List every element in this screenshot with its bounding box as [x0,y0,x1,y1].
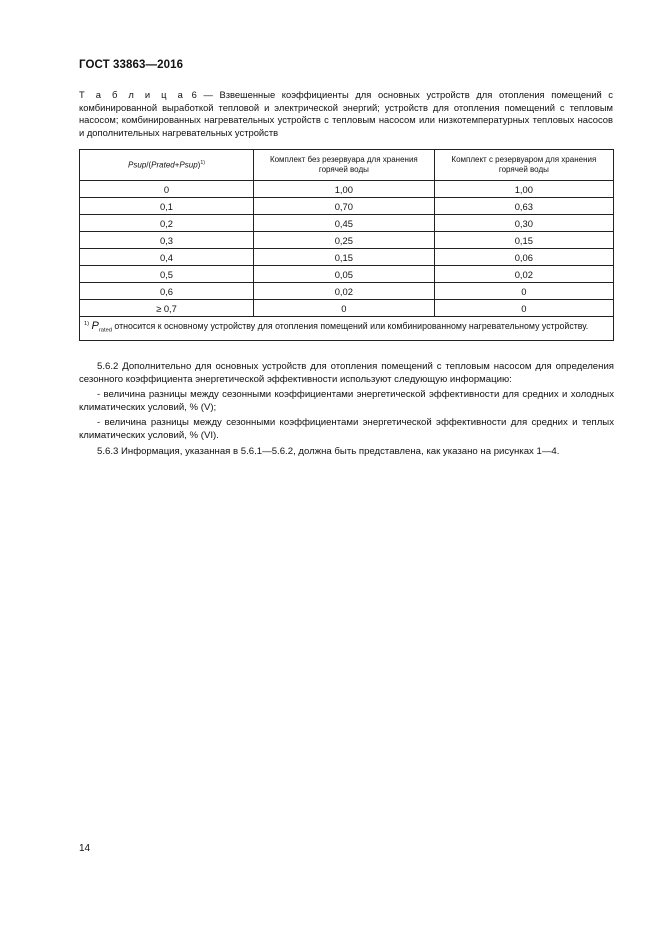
cell-ratio: 0,3 [80,232,254,249]
footnote-mark: 1) [84,321,90,327]
cell-without-tank: 1,00 [254,181,435,198]
cell-without-tank: 0,70 [254,198,435,215]
table-footnote [80,317,614,341]
cell-without-tank: 0,02 [254,283,435,300]
cell-without-tank: 0,25 [254,232,435,249]
cell-ratio: 0 [80,181,254,198]
list-item-warm-climate: - величина разницы между сезонными коэффициентами энергетической эффективности для средних и теплых климатических условий, % (VI). [79,417,614,441]
cell-with-tank: 0,15 [434,232,613,249]
list-item-cold-climate: - величина разницы между сезонными коэффициентами энергетической эффективности для средних и холодных климатических условий, % (V); [79,389,614,413]
table-row [80,300,614,317]
paragraph-5-6-2: 5.6.2 Дополнительно для основных устройств для отопления помещений с тепловым насосом для определения сезонного коэффициента энергетической эффективности используют следующую информацию: [79,361,614,385]
table-row [80,215,614,232]
header-without-tank: Комплект без резервуара для хранения горячей воды [254,150,435,181]
header-psup-2: Psup [179,161,198,171]
footnote-sub: rated [98,327,112,334]
table-row [80,181,614,198]
table-caption [79,89,613,139]
paragraph-5-6-3: 5.6.3 Информация, указанная в 5.6.1—5.6.2, должна быть представлена, как указано на рисунках 1—4. [97,445,560,457]
cell-with-tank: 0,02 [434,266,613,283]
header-ratio [80,150,254,181]
caption-text: — Взвешенные коэффициенты для основных устройств для отопления помещений с комбинированной выработкой тепловой и электрической энергий; устройств для отопления помещений с тепловым насосом; комбинированных нагревательных устройств с тепловым насосом или низкотемпературных тепловых насосов и дополнительных нагревательных устройств [79,89,613,138]
cell-ratio: 0,2 [80,215,254,232]
header-footnote-mark: 1) [200,160,205,167]
header-plus: + [174,161,180,171]
cell-with-tank: 0 [434,300,613,317]
footnote-p: P [91,319,99,332]
table-header-row [80,150,614,181]
cell-with-tank: 0,30 [434,215,613,232]
header-close: ) [197,161,201,171]
caption-number: 6 [191,89,197,100]
caption-label: Т а б л и ц а [79,89,185,100]
cell-ratio: 0,6 [80,283,254,300]
cell-ratio: 0,1 [80,198,254,215]
cell-with-tank: 0,06 [434,249,613,266]
table-row [80,283,614,300]
cell-ratio: 0,4 [80,249,254,266]
coefficients-table [79,149,614,341]
page-number: 14 [79,843,91,854]
cell-with-tank: 1,00 [434,181,613,198]
cell-with-tank: 0 [434,283,613,300]
cell-without-tank: 0 [254,300,435,317]
table-row [80,232,614,249]
header-with-tank: Комплект с резервуаром для хранения горячей воды [434,150,613,181]
table-row [80,266,614,283]
table-row [80,249,614,266]
cell-without-tank: 0,45 [254,215,435,232]
cell-ratio: 0,5 [80,266,254,283]
body-text [79,361,614,461]
table-row [80,198,614,215]
document-code: ГОСТ 33863—2016 [79,59,184,71]
table-footnote-row [80,317,614,341]
cell-without-tank: 0,05 [254,266,435,283]
header-slash: /( [146,161,152,171]
cell-with-tank: 0,63 [434,198,613,215]
header-prated: Prated [151,161,175,171]
footnote-text: относится к основному устройству для отопления помещений или комбинированному нагревательному устройству. [111,320,589,331]
cell-without-tank: 0,15 [254,249,435,266]
header-psup: Psup [128,161,147,171]
cell-ratio: ≥ 0,7 [80,300,254,317]
